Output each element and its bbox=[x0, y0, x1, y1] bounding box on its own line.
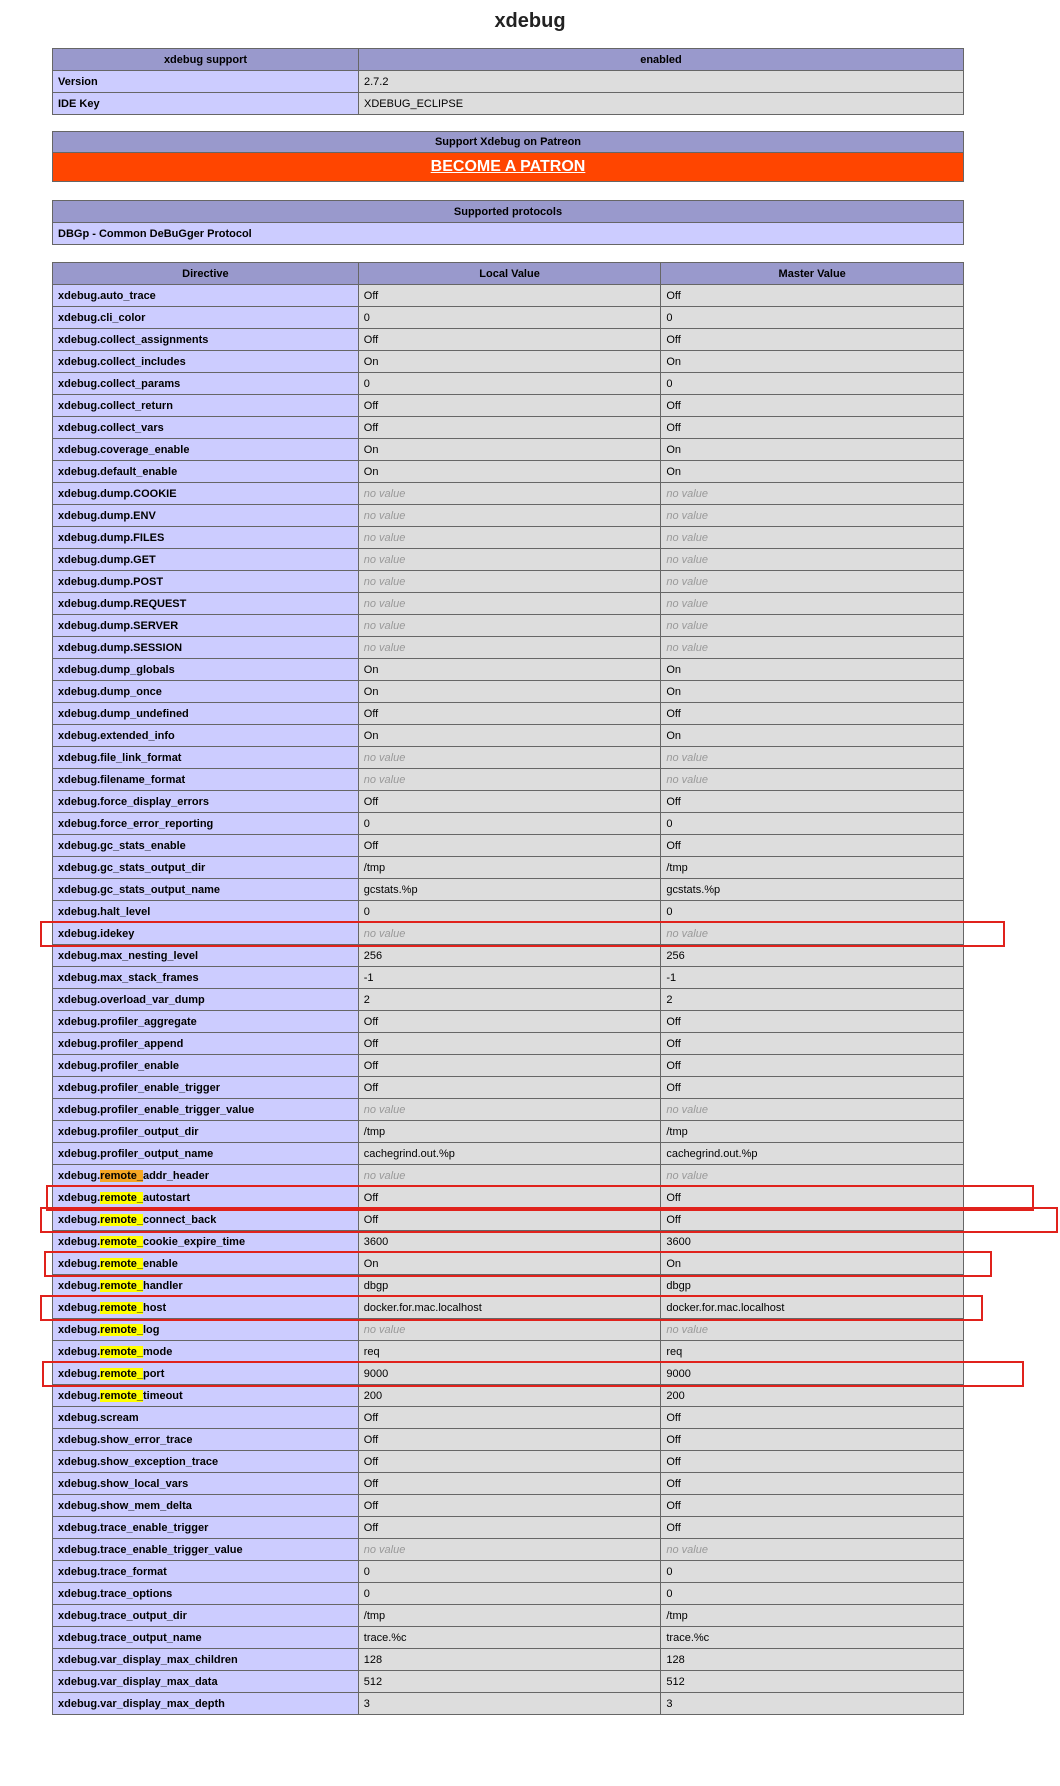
directive-name: xdebug.remote_handler bbox=[53, 1275, 359, 1297]
table-row bbox=[53, 1341, 964, 1363]
table-row bbox=[53, 1649, 964, 1671]
search-highlight: remote_ bbox=[100, 1323, 143, 1336]
master-value: no value bbox=[661, 637, 964, 659]
directive-name: xdebug.remote_host bbox=[53, 1297, 359, 1319]
master-value: no value bbox=[661, 527, 964, 549]
master-value: gcstats.%p bbox=[661, 879, 964, 901]
directive-name: xdebug.collect_includes bbox=[53, 351, 359, 373]
local-value: no value bbox=[358, 527, 661, 549]
directive-name: xdebug.remote_enable bbox=[53, 1253, 359, 1275]
info-value-version: 2.7.2 bbox=[359, 71, 964, 93]
local-value: On bbox=[358, 351, 661, 373]
local-value: Off bbox=[358, 791, 661, 813]
table-row bbox=[53, 1429, 964, 1451]
directive-name: xdebug.remote_log bbox=[53, 1319, 359, 1341]
table-row bbox=[53, 791, 964, 813]
master-value: no value bbox=[661, 593, 964, 615]
local-value: -1 bbox=[358, 967, 661, 989]
master-value: Off bbox=[661, 1011, 964, 1033]
master-value: Off bbox=[661, 703, 964, 725]
directive-name: xdebug.file_link_format bbox=[53, 747, 359, 769]
local-value: no value bbox=[358, 505, 661, 527]
table-row bbox=[53, 1033, 964, 1055]
table-row bbox=[53, 527, 964, 549]
local-value: no value bbox=[358, 1099, 661, 1121]
search-highlight: remote_ bbox=[100, 1367, 143, 1380]
master-value: 0 bbox=[661, 813, 964, 835]
directive-name: xdebug.profiler_output_dir bbox=[53, 1121, 359, 1143]
directive-name: xdebug.trace_options bbox=[53, 1583, 359, 1605]
local-value: no value bbox=[358, 747, 661, 769]
local-value: no value bbox=[358, 483, 661, 505]
master-value: On bbox=[661, 461, 964, 483]
local-value: 0 bbox=[358, 373, 661, 395]
directive-name: xdebug.var_display_max_children bbox=[53, 1649, 359, 1671]
directive-name: xdebug.remote_port bbox=[53, 1363, 359, 1385]
search-highlight: remote_ bbox=[100, 1301, 143, 1314]
master-value: Off bbox=[661, 1077, 964, 1099]
local-value: 9000 bbox=[358, 1363, 661, 1385]
info-label-idekey: IDE Key bbox=[53, 93, 359, 115]
search-highlight: remote_ bbox=[100, 1345, 143, 1358]
master-value: cachegrind.out.%p bbox=[661, 1143, 964, 1165]
local-value: Off bbox=[358, 703, 661, 725]
table-row bbox=[53, 1099, 964, 1121]
directive-name: xdebug.profiler_aggregate bbox=[53, 1011, 359, 1033]
master-value: no value bbox=[661, 1319, 964, 1341]
directive-name: xdebug.remote_addr_header bbox=[53, 1165, 359, 1187]
table-row bbox=[53, 901, 964, 923]
directive-name: xdebug.overload_var_dump bbox=[53, 989, 359, 1011]
master-value: 0 bbox=[661, 307, 964, 329]
local-value: 512 bbox=[358, 1671, 661, 1693]
table-row bbox=[53, 395, 964, 417]
table-row bbox=[53, 1165, 964, 1187]
local-value: Off bbox=[358, 1473, 661, 1495]
table-row bbox=[53, 879, 964, 901]
directive-name: xdebug.dump.COOKIE bbox=[53, 483, 359, 505]
local-value: 200 bbox=[358, 1385, 661, 1407]
master-value: Off bbox=[661, 1187, 964, 1209]
directive-name: xdebug.dump.REQUEST bbox=[53, 593, 359, 615]
master-value: 256 bbox=[661, 945, 964, 967]
table-row bbox=[53, 835, 964, 857]
master-value: 2 bbox=[661, 989, 964, 1011]
directives-table bbox=[52, 262, 964, 1715]
local-value: Off bbox=[358, 1055, 661, 1077]
local-value: /tmp bbox=[358, 857, 661, 879]
master-value: -1 bbox=[661, 967, 964, 989]
local-value: Off bbox=[358, 1451, 661, 1473]
xdebug-info-table bbox=[52, 48, 964, 115]
table-row bbox=[53, 1297, 964, 1319]
table-row bbox=[53, 329, 964, 351]
table-row bbox=[53, 1231, 964, 1253]
directive-name: xdebug.remote_autostart bbox=[53, 1187, 359, 1209]
directive-name: xdebug.max_nesting_level bbox=[53, 945, 359, 967]
directive-name: xdebug.dump_globals bbox=[53, 659, 359, 681]
master-value: 0 bbox=[661, 373, 964, 395]
directive-name: xdebug.cli_color bbox=[53, 307, 359, 329]
master-value: On bbox=[661, 659, 964, 681]
master-value: /tmp bbox=[661, 1121, 964, 1143]
directive-name: xdebug.dump.POST bbox=[53, 571, 359, 593]
master-value: Off bbox=[661, 791, 964, 813]
patreon-header: Support Xdebug on Patreon bbox=[53, 132, 964, 153]
directive-name: xdebug.extended_info bbox=[53, 725, 359, 747]
table-row bbox=[53, 417, 964, 439]
master-value: On bbox=[661, 1253, 964, 1275]
directive-name: xdebug.scream bbox=[53, 1407, 359, 1429]
master-value: /tmp bbox=[661, 1605, 964, 1627]
master-value: 3 bbox=[661, 1693, 964, 1715]
local-value: no value bbox=[358, 1319, 661, 1341]
directive-name: xdebug.trace_output_name bbox=[53, 1627, 359, 1649]
local-value: Off bbox=[358, 1077, 661, 1099]
master-value: 3600 bbox=[661, 1231, 964, 1253]
local-value: dbgp bbox=[358, 1275, 661, 1297]
master-value: 128 bbox=[661, 1649, 964, 1671]
table-row bbox=[53, 615, 964, 637]
directive-name: xdebug.trace_enable_trigger_value bbox=[53, 1539, 359, 1561]
table-row bbox=[53, 945, 964, 967]
table-row bbox=[53, 1275, 964, 1297]
directive-name: xdebug.trace_enable_trigger bbox=[53, 1517, 359, 1539]
table-row bbox=[53, 1539, 964, 1561]
table-row bbox=[53, 703, 964, 725]
become-patron-link[interactable]: BECOME A PATRON bbox=[430, 158, 586, 175]
directive-name: xdebug.profiler_enable bbox=[53, 1055, 359, 1077]
table-row bbox=[53, 1627, 964, 1649]
local-value: Off bbox=[358, 1407, 661, 1429]
protocol-row: DBGp - Common DeBuGger Protocol bbox=[53, 223, 964, 245]
table-row bbox=[53, 307, 964, 329]
directive-name: xdebug.remote_mode bbox=[53, 1341, 359, 1363]
directive-name: xdebug.dump_undefined bbox=[53, 703, 359, 725]
directive-name: xdebug.gc_stats_enable bbox=[53, 835, 359, 857]
local-value: On bbox=[358, 461, 661, 483]
master-value: 0 bbox=[661, 1583, 964, 1605]
search-highlight: remote_ bbox=[100, 1389, 143, 1402]
master-value: /tmp bbox=[661, 857, 964, 879]
search-highlight: remote_ bbox=[100, 1191, 143, 1204]
master-value: no value bbox=[661, 571, 964, 593]
local-value: docker.for.mac.localhost bbox=[358, 1297, 661, 1319]
local-value: 0 bbox=[358, 813, 661, 835]
master-value: no value bbox=[661, 483, 964, 505]
table-row bbox=[53, 1011, 964, 1033]
local-value: Off bbox=[358, 1517, 661, 1539]
column-header-local-value: Local Value bbox=[358, 263, 661, 285]
directive-name: xdebug.idekey bbox=[53, 923, 359, 945]
master-value: Off bbox=[661, 395, 964, 417]
local-value: On bbox=[358, 1253, 661, 1275]
directive-name: xdebug.auto_trace bbox=[53, 285, 359, 307]
local-value: Off bbox=[358, 1033, 661, 1055]
master-value: 200 bbox=[661, 1385, 964, 1407]
local-value: 128 bbox=[358, 1649, 661, 1671]
master-value: no value bbox=[661, 615, 964, 637]
master-value: Off bbox=[661, 1429, 964, 1451]
local-value: Off bbox=[358, 417, 661, 439]
table-row bbox=[53, 967, 964, 989]
master-value: 0 bbox=[661, 901, 964, 923]
table-row bbox=[53, 1363, 964, 1385]
table-row bbox=[53, 1671, 964, 1693]
table-row bbox=[53, 769, 964, 791]
directive-name: xdebug.default_enable bbox=[53, 461, 359, 483]
master-value: Off bbox=[661, 285, 964, 307]
directive-name: xdebug.trace_output_dir bbox=[53, 1605, 359, 1627]
local-value: cachegrind.out.%p bbox=[358, 1143, 661, 1165]
table-row bbox=[53, 1605, 964, 1627]
master-value: 9000 bbox=[661, 1363, 964, 1385]
directive-name: xdebug.gc_stats_output_dir bbox=[53, 857, 359, 879]
local-value: 3600 bbox=[358, 1231, 661, 1253]
local-value: no value bbox=[358, 1539, 661, 1561]
directive-name: xdebug.remote_cookie_expire_time bbox=[53, 1231, 359, 1253]
master-value: no value bbox=[661, 769, 964, 791]
master-value: trace.%c bbox=[661, 1627, 964, 1649]
table-row bbox=[53, 681, 964, 703]
local-value: On bbox=[358, 681, 661, 703]
local-value: /tmp bbox=[358, 1605, 661, 1627]
local-value: Off bbox=[358, 1429, 661, 1451]
table-row bbox=[53, 1495, 964, 1517]
local-value: Off bbox=[358, 329, 661, 351]
table-row bbox=[53, 71, 964, 93]
table-row bbox=[53, 483, 964, 505]
table-row bbox=[53, 637, 964, 659]
table-row bbox=[53, 1693, 964, 1715]
directive-name: xdebug.profiler_append bbox=[53, 1033, 359, 1055]
directive-name: xdebug.force_error_reporting bbox=[53, 813, 359, 835]
local-value: Off bbox=[358, 1011, 661, 1033]
local-value: no value bbox=[358, 769, 661, 791]
directive-name: xdebug.trace_format bbox=[53, 1561, 359, 1583]
table-row bbox=[53, 1583, 964, 1605]
master-value: On bbox=[661, 681, 964, 703]
master-value: no value bbox=[661, 505, 964, 527]
master-value: no value bbox=[661, 549, 964, 571]
local-value: 256 bbox=[358, 945, 661, 967]
directive-name: xdebug.profiler_enable_trigger_value bbox=[53, 1099, 359, 1121]
table-row bbox=[53, 725, 964, 747]
local-value: 3 bbox=[358, 1693, 661, 1715]
protocols-header: Supported protocols bbox=[53, 201, 964, 223]
master-value: Off bbox=[661, 1495, 964, 1517]
search-highlight: remote_ bbox=[100, 1257, 143, 1270]
directive-name: xdebug.profiler_enable_trigger bbox=[53, 1077, 359, 1099]
patron-banner bbox=[53, 153, 964, 182]
directive-name: xdebug.halt_level bbox=[53, 901, 359, 923]
master-value: docker.for.mac.localhost bbox=[661, 1297, 964, 1319]
master-value: Off bbox=[661, 329, 964, 351]
search-highlight: remote_ bbox=[100, 1279, 143, 1292]
local-value: no value bbox=[358, 615, 661, 637]
directive-name: xdebug.max_stack_frames bbox=[53, 967, 359, 989]
directive-name: xdebug.var_display_max_depth bbox=[53, 1693, 359, 1715]
table-row bbox=[53, 1407, 964, 1429]
directive-name: xdebug.dump_once bbox=[53, 681, 359, 703]
directive-name: xdebug.gc_stats_output_name bbox=[53, 879, 359, 901]
master-value: dbgp bbox=[661, 1275, 964, 1297]
table-row bbox=[53, 505, 964, 527]
table-row bbox=[53, 1143, 964, 1165]
local-value: no value bbox=[358, 571, 661, 593]
directive-name: xdebug.dump.ENV bbox=[53, 505, 359, 527]
master-value: req bbox=[661, 1341, 964, 1363]
master-value: Off bbox=[661, 835, 964, 857]
info-header-enabled: enabled bbox=[359, 49, 964, 71]
table-row bbox=[53, 285, 964, 307]
table-row bbox=[53, 1209, 964, 1231]
table-row bbox=[53, 1385, 964, 1407]
directive-name: xdebug.collect_return bbox=[53, 395, 359, 417]
local-value: Off bbox=[358, 285, 661, 307]
directive-name: xdebug.show_local_vars bbox=[53, 1473, 359, 1495]
directive-name: xdebug.show_exception_trace bbox=[53, 1451, 359, 1473]
local-value: no value bbox=[358, 637, 661, 659]
directive-name: xdebug.filename_format bbox=[53, 769, 359, 791]
directive-name: xdebug.collect_params bbox=[53, 373, 359, 395]
local-value: On bbox=[358, 725, 661, 747]
table-row bbox=[53, 593, 964, 615]
table-row bbox=[53, 351, 964, 373]
column-header-master-value: Master Value bbox=[661, 263, 964, 285]
local-value: gcstats.%p bbox=[358, 879, 661, 901]
master-value: no value bbox=[661, 923, 964, 945]
master-value: no value bbox=[661, 1165, 964, 1187]
patreon-table bbox=[52, 131, 964, 182]
table-row bbox=[53, 747, 964, 769]
directives-body bbox=[53, 285, 964, 1715]
master-value: no value bbox=[661, 747, 964, 769]
directive-name: xdebug.remote_timeout bbox=[53, 1385, 359, 1407]
info-header-support: xdebug support bbox=[53, 49, 359, 71]
local-value: 0 bbox=[358, 901, 661, 923]
table-row bbox=[53, 813, 964, 835]
local-value: On bbox=[358, 439, 661, 461]
search-highlight: remote_ bbox=[100, 1169, 143, 1182]
table-row bbox=[53, 923, 964, 945]
master-value: Off bbox=[661, 1517, 964, 1539]
directive-name: xdebug.dump.SERVER bbox=[53, 615, 359, 637]
local-value: Off bbox=[358, 1495, 661, 1517]
directive-name: xdebug.collect_vars bbox=[53, 417, 359, 439]
local-value: On bbox=[358, 659, 661, 681]
local-value: no value bbox=[358, 1165, 661, 1187]
local-value: 0 bbox=[358, 307, 661, 329]
table-row bbox=[53, 1451, 964, 1473]
local-value: Off bbox=[358, 835, 661, 857]
table-row bbox=[53, 1187, 964, 1209]
master-value: Off bbox=[661, 1055, 964, 1077]
protocols-table bbox=[52, 200, 964, 245]
table-row bbox=[53, 93, 964, 115]
local-value: no value bbox=[358, 923, 661, 945]
local-value: no value bbox=[358, 593, 661, 615]
local-value: no value bbox=[358, 549, 661, 571]
directive-name: xdebug.show_error_trace bbox=[53, 1429, 359, 1451]
local-value: Off bbox=[358, 1209, 661, 1231]
directive-name: xdebug.show_mem_delta bbox=[53, 1495, 359, 1517]
directive-name: xdebug.dump.SESSION bbox=[53, 637, 359, 659]
table-row bbox=[53, 461, 964, 483]
search-highlight: remote_ bbox=[100, 1213, 143, 1226]
local-value: Off bbox=[358, 1187, 661, 1209]
directive-name: xdebug.var_display_max_data bbox=[53, 1671, 359, 1693]
master-value: no value bbox=[661, 1099, 964, 1121]
column-header-directive: Directive bbox=[53, 263, 359, 285]
master-value: 512 bbox=[661, 1671, 964, 1693]
directive-name: xdebug.profiler_output_name bbox=[53, 1143, 359, 1165]
master-value: Off bbox=[661, 1473, 964, 1495]
local-value: req bbox=[358, 1341, 661, 1363]
info-value-idekey: XDEBUG_ECLIPSE bbox=[359, 93, 964, 115]
master-value: Off bbox=[661, 1209, 964, 1231]
info-label-version: Version bbox=[53, 71, 359, 93]
table-row bbox=[53, 373, 964, 395]
table-row bbox=[53, 1055, 964, 1077]
table-row bbox=[53, 1517, 964, 1539]
local-value: 2 bbox=[358, 989, 661, 1011]
table-row bbox=[53, 1561, 964, 1583]
search-highlight: remote_ bbox=[100, 1235, 143, 1248]
table-row bbox=[53, 549, 964, 571]
table-row bbox=[53, 1253, 964, 1275]
local-value: 0 bbox=[358, 1561, 661, 1583]
table-row bbox=[53, 1121, 964, 1143]
page-title: xdebug bbox=[494, 10, 566, 32]
master-value: Off bbox=[661, 1451, 964, 1473]
directive-name: xdebug.dump.FILES bbox=[53, 527, 359, 549]
table-row bbox=[53, 1473, 964, 1495]
table-row bbox=[53, 571, 964, 593]
master-value: Off bbox=[661, 1407, 964, 1429]
local-value: Off bbox=[358, 395, 661, 417]
master-value: On bbox=[661, 351, 964, 373]
local-value: trace.%c bbox=[358, 1627, 661, 1649]
table-row bbox=[53, 989, 964, 1011]
table-row bbox=[53, 1077, 964, 1099]
master-value: 0 bbox=[661, 1561, 964, 1583]
master-value: On bbox=[661, 725, 964, 747]
master-value: no value bbox=[661, 1539, 964, 1561]
master-value: Off bbox=[661, 417, 964, 439]
table-row bbox=[53, 439, 964, 461]
directive-name: xdebug.dump.GET bbox=[53, 549, 359, 571]
table-row bbox=[53, 659, 964, 681]
directive-name: xdebug.remote_connect_back bbox=[53, 1209, 359, 1231]
local-value: /tmp bbox=[358, 1121, 661, 1143]
directive-name: xdebug.coverage_enable bbox=[53, 439, 359, 461]
master-value: Off bbox=[661, 1033, 964, 1055]
table-row bbox=[53, 1319, 964, 1341]
table-row bbox=[53, 857, 964, 879]
master-value: On bbox=[661, 439, 964, 461]
directive-name: xdebug.collect_assignments bbox=[53, 329, 359, 351]
directive-name: xdebug.force_display_errors bbox=[53, 791, 359, 813]
local-value: 0 bbox=[358, 1583, 661, 1605]
